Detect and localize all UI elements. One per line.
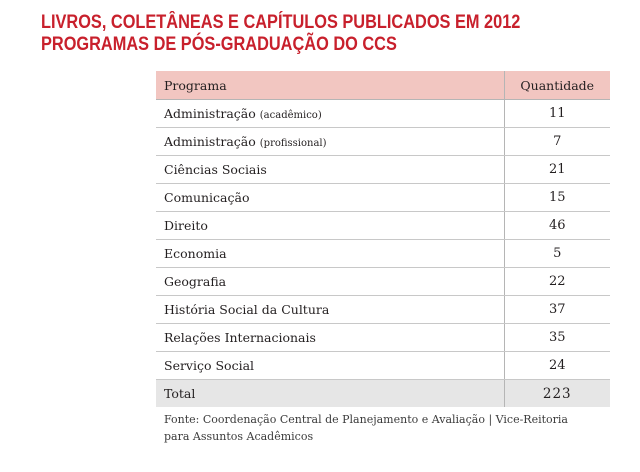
program-cell: Direito (156, 212, 504, 240)
program-cell: Ciências Sociais (156, 156, 504, 184)
table-header-row (156, 71, 610, 100)
quantity-cell: 24 (504, 352, 610, 380)
table-row (156, 212, 610, 240)
program-name: Administração (164, 134, 256, 149)
program-qualifier: (profissional) (259, 138, 327, 149)
program-cell: Serviço Social (156, 352, 504, 380)
program-cell (156, 100, 504, 128)
source-note (164, 411, 568, 445)
program-qualifier: (acadêmico) (259, 110, 322, 121)
program-cell: Relações Internacionais (156, 324, 504, 352)
table-row (156, 352, 610, 380)
table-row (156, 296, 610, 324)
quantity-cell: 15 (504, 184, 610, 212)
table-row (156, 268, 610, 296)
quantity-cell: 11 (504, 100, 610, 128)
table-row (156, 100, 610, 128)
source-line-1: Fonte: Coordenação Central de Planejamento e Avaliação | Vice-Reitoria (164, 413, 568, 426)
title-line-1: LIVROS, COLETÂNEAS E CAPÍTULOS PUBLICADOS EM 2012 (41, 12, 521, 33)
source-line-2: para Assuntos Acadêmicos (164, 430, 314, 443)
quantity-cell: 5 (504, 240, 610, 268)
total-row (156, 380, 610, 408)
quantity-cell: 21 (504, 156, 610, 184)
quantity-cell: 46 (504, 212, 610, 240)
quantity-cell: 37 (504, 296, 610, 324)
table-row (156, 240, 610, 268)
publications-table (156, 71, 610, 407)
program-cell: Geografia (156, 268, 504, 296)
table-row (156, 156, 610, 184)
total-label: Total (156, 380, 504, 408)
program-cell: História Social da Cultura (156, 296, 504, 324)
table-row (156, 128, 610, 156)
program-cell (156, 128, 504, 156)
total-quantity: 223 (504, 380, 610, 408)
program-cell: Economia (156, 240, 504, 268)
page-title (41, 12, 520, 56)
program-name: Administração (164, 106, 256, 121)
table-row (156, 324, 610, 352)
header-quantity: Quantidade (504, 71, 610, 100)
header-program: Programa (156, 71, 504, 100)
quantity-cell: 35 (504, 324, 610, 352)
table-row (156, 184, 610, 212)
program-cell: Comunicação (156, 184, 504, 212)
title-line-2: PROGRAMAS DE PÓS-GRADUAÇÃO DO CCS (41, 34, 397, 55)
quantity-cell: 7 (504, 128, 610, 156)
quantity-cell: 22 (504, 268, 610, 296)
